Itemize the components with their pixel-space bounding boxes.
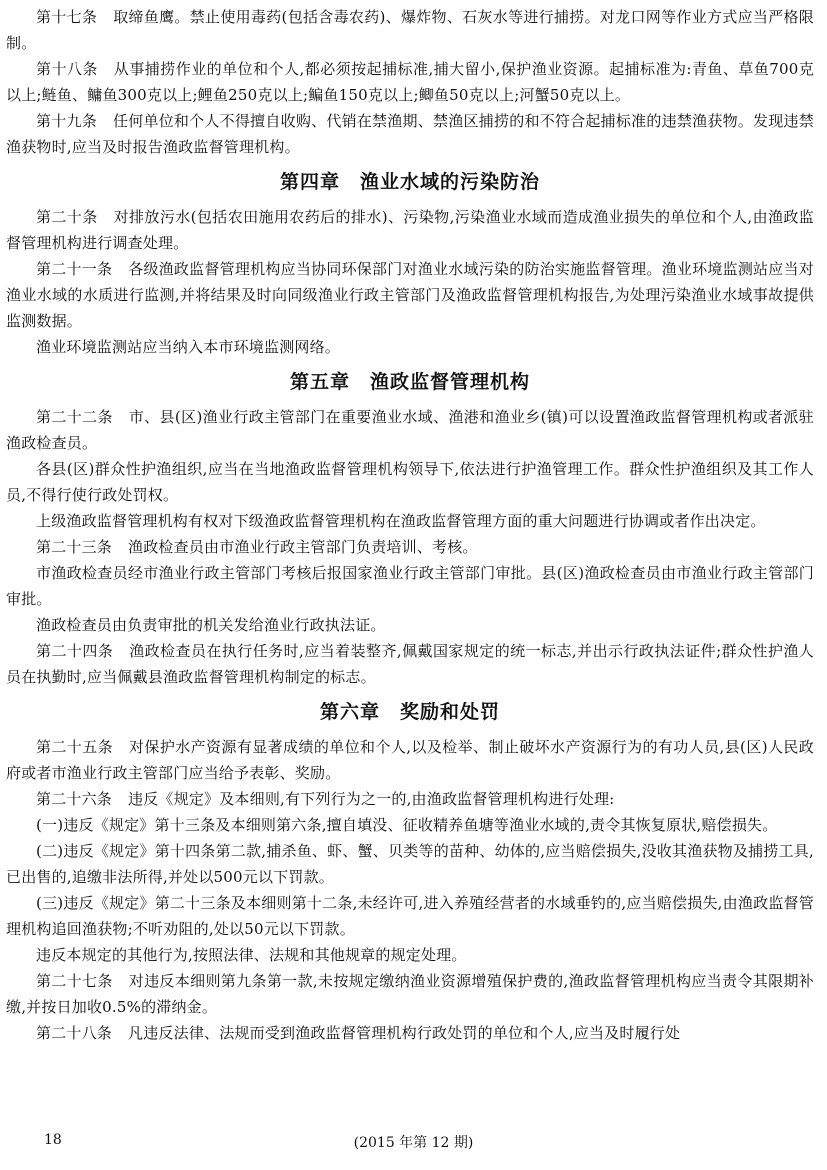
paragraph-text: 市、县(区)渔业行政主管部门在重要渔业水域、渔港和渔业乡(镇)可以设置渔政监督管理机构或者派驻渔政检查员。 <box>6 408 814 452</box>
paragraph-text: 违反《规定》及本细则,有下列行为之一的,由渔政监督管理机构进行处理: <box>128 790 615 808</box>
section-chapter-6 <box>6 734 814 1046</box>
article-number: 第二十四条 <box>36 642 114 660</box>
chapter-5-title: 第五章 渔政监督管理机构 <box>289 371 530 393</box>
article-number: 第二十七条 <box>36 972 113 990</box>
paragraph <box>6 560 814 612</box>
page-number: 18 <box>44 1132 62 1148</box>
paragraph-text: 凡违反法律、法规而受到渔政监督管理机构行政处罚的单位和个人,应当及时履行处 <box>128 1024 681 1042</box>
paragraph-text: 违反本规定的其他行为,按照法律、法规和其他规章的规定处理。 <box>36 946 467 964</box>
paragraph <box>6 838 814 890</box>
paragraph-text: 渔业环境监测站应当纳入本市环境监测网络。 <box>36 338 341 356</box>
paragraph <box>6 108 814 160</box>
paragraph-text: 上级渔政监督管理机构有权对下级渔政监督管理机构在渔政监督管理方面的重大问题进行协调或者作出决定。 <box>36 512 766 530</box>
paragraph <box>6 4 814 56</box>
paragraph <box>6 786 814 812</box>
paragraph-text: 从事捕捞作业的单位和个人,都必须按起捕标准,捕大留小,保护渔业资源。起捕标准为:青鱼、草鱼700克以上;鲢鱼、鳙鱼300克以上;鲤鱼250克以上;鳊鱼150克以上;鲫鱼50克以上;河蟹50克以上。 <box>6 60 814 104</box>
article-number: 第二十一条 <box>36 260 113 278</box>
paragraph <box>6 534 814 560</box>
paragraph <box>6 1020 814 1046</box>
section-chapter-4 <box>6 204 814 360</box>
paragraph-text: 对违反本细则第九条第一款,未按规定缴纳渔业资源增殖保护费的,渔政监督管理机构应当责令其限期补缴,并按日加收0.5%的滞纳金。 <box>6 972 814 1016</box>
paragraph-text: 任何单位和个人不得擅自收购、代销在禁渔期、禁渔区捕捞的和不符合起捕标准的违禁渔获物。发现违禁渔获物时,应当及时报告渔政监督管理机构。 <box>6 112 814 156</box>
section-chapter-5 <box>6 404 814 690</box>
article-number: 第二十六条 <box>36 790 113 808</box>
paragraph-text: (二)违反《规定》第十四条第二款,捕杀鱼、虾、蟹、贝类等的苗种、幼体的,应当赔偿损失,没收其渔获物及捕捞工具,已出售的,追缴非法所得,并处以500元以下罚款。 <box>6 842 814 886</box>
article-number: 第二十条 <box>36 208 98 226</box>
paragraph <box>6 612 814 638</box>
paragraph-text: 渔政检查员由负责审批的机关发给渔业行政执法证。 <box>36 616 386 634</box>
article-number: 第二十五条 <box>36 738 114 756</box>
paragraph <box>6 256 814 334</box>
paragraph <box>6 968 814 1020</box>
paragraph <box>6 204 814 256</box>
issue-label: (2015 年第 12 期) <box>353 1135 474 1151</box>
article-number: 第二十二条 <box>36 408 113 426</box>
article-number: 第二十八条 <box>36 1024 113 1042</box>
paragraph-text: 对排放污水(包括农田施用农药后的排水)、污染物,污染渔业水域而造成渔业损失的单位和个人,由渔政监督管理机构进行调查处理。 <box>6 208 814 252</box>
document-page <box>6 4 814 1046</box>
article-number: 第十七条 <box>36 8 98 26</box>
paragraph-text: 取缔鱼鹰。禁止使用毒药(包括含毒农药)、爆炸物、石灰水等进行捕捞。对龙口网等作业方式应当严格限制。 <box>6 8 814 52</box>
paragraph <box>6 638 814 690</box>
paragraph-text: (一)违反《规定》第十三条及本细则第六条,擅自填没、征收精养鱼塘等渔业水域的,责令其恢复原状,赔偿损失。 <box>36 816 778 834</box>
paragraph <box>6 890 814 942</box>
paragraph <box>6 508 814 534</box>
chapter-6-title: 第六章 奖励和处罚 <box>319 701 500 723</box>
section-chapter-3-tail <box>6 4 814 160</box>
chapter-4-title: 第四章 渔业水域的污染防治 <box>279 171 540 193</box>
paragraph <box>6 734 814 786</box>
article-number: 第二十三条 <box>36 538 113 556</box>
paragraph-text: 渔政检查员由市渔业行政主管部门负责培训、考核。 <box>128 538 478 556</box>
paragraph-text: 各县(区)群众性护渔组织,应当在当地渔政监督管理机构领导下,依法进行护渔管理工作。群众性护渔组织及其工作人员,不得行使行政处罚权。 <box>6 460 814 504</box>
paragraph <box>6 334 814 360</box>
paragraph <box>6 942 814 968</box>
paragraph-text: (三)违反《规定》第二十三条及本细则第十二条,未经许可,进入养殖经营者的水域垂钓的,应当赔偿损失,由渔政监督管理机构追回渔获物;不听劝阻的,处以50元以下罚款。 <box>6 894 814 938</box>
paragraph <box>6 812 814 838</box>
paragraph <box>6 404 814 456</box>
paragraph-text: 市渔政检查员经市渔业行政主管部门考核后报国家渔业行政主管部门审批。县(区)渔政检查员由市渔业行政主管部门审批。 <box>6 564 814 608</box>
paragraph <box>6 56 814 108</box>
article-number: 第十八条 <box>36 60 98 78</box>
paragraph-text: 对保护水产资源有显著成绩的单位和个人,以及检举、制止破坏水产资源行为的有功人员,县(区)人民政府或者市渔业行政主管部门应当给予表彰、奖励。 <box>6 738 814 782</box>
paragraph <box>6 456 814 508</box>
paragraph-text: 各级渔政监督管理机构应当协同环保部门对渔业水域污染的防治实施监督管理。渔业环境监测站应当对渔业水域的水质进行监测,并将结果及时向同级渔业行政主管部门及渔政监督管理机构报告,为处理污染渔业水域事故提供监测数据。 <box>6 260 814 330</box>
article-number: 第十九条 <box>36 112 97 130</box>
paragraph-text: 渔政检查员在执行任务时,应当着装整齐,佩戴国家规定的统一标志,并出示行政执法证件;群众性护渔人员在执勤时,应当佩戴县渔政监督管理机构制定的标志。 <box>6 642 814 686</box>
